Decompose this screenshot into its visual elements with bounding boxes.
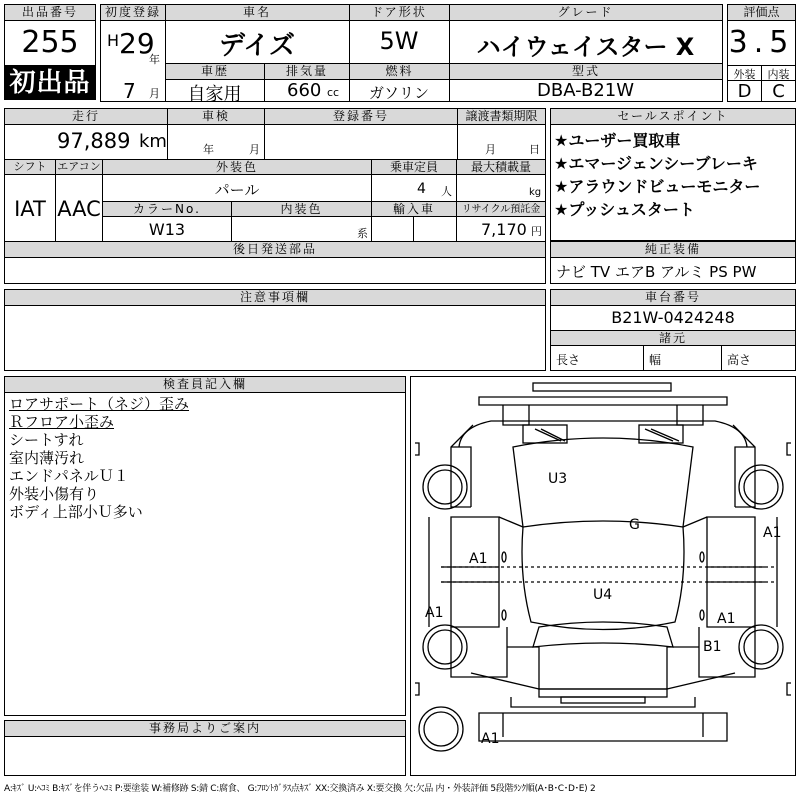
sales-point-item: ★エマージェンシーブレーキ — [554, 154, 758, 173]
lot-box — [4, 4, 96, 66]
import-label: 輸入車 — [372, 202, 456, 217]
era-prefix: H — [107, 31, 120, 50]
capacity-unit: 人 — [441, 185, 452, 198]
inspector-line: シートすれ — [9, 431, 84, 449]
color-no-label: カラーNo. — [103, 202, 231, 217]
notes-box — [4, 289, 546, 371]
displacement-unit: cc — [327, 86, 340, 99]
width-label: 幅 — [649, 353, 662, 367]
year-unit: 年 — [149, 53, 160, 66]
inspection-year-unit: 年 — [203, 143, 214, 156]
dims-label: 諸元 — [551, 331, 795, 346]
car-name-label: 車名 — [165, 5, 349, 21]
registration-label: 登録番号 — [265, 109, 457, 125]
car-outline — [411, 377, 795, 775]
car-name: デイズ — [219, 31, 295, 61]
score-label: 評価点 — [728, 5, 795, 21]
grade-label: グレード — [449, 5, 722, 21]
int-color-unit: 系 — [357, 227, 368, 240]
first-reg-label: 初度登録 — [101, 5, 165, 21]
equipment-label: 純正装備 — [551, 242, 795, 258]
recycle-unit: 円 — [531, 225, 542, 238]
length-label: 長さ — [556, 353, 581, 367]
office-label: 事務局よりご案内 — [5, 721, 405, 737]
vehicle-header — [100, 4, 723, 105]
mileage-label: 走行 — [5, 109, 167, 125]
mileage-value: 97,889 — [57, 129, 131, 153]
mileage-unit: km — [139, 131, 167, 152]
ac-value: AAC — [57, 197, 101, 221]
color-no-value: W13 — [148, 220, 186, 239]
sales-point-item: ★プッシュスタート — [554, 200, 695, 219]
inspector-line: 室内薄汚れ — [9, 449, 85, 467]
max-load-label: 最大積載量 — [457, 160, 545, 175]
sales-point-item: ★ユーザー買取車 — [554, 131, 681, 150]
door-label: ドア形状 — [349, 5, 449, 21]
inspector-line: Ｒフロア小歪み — [9, 413, 115, 431]
inspector-line: 外装小傷有り — [9, 485, 100, 503]
inspector-line: ロアサポート（ネジ）歪み — [9, 395, 190, 413]
fuel-label: 燃料 — [350, 64, 449, 80]
damage-mark-a1: A1 — [717, 611, 736, 627]
ac-label: エアコン — [57, 160, 101, 173]
damage-mark-a1: A1 — [481, 731, 500, 747]
inspection-month-unit: 月 — [249, 143, 260, 156]
transfer-month-unit: 月 — [485, 143, 496, 156]
vehicle-details — [4, 108, 546, 284]
model-value: DBA-B21W — [536, 80, 635, 101]
score-value: 3.5 — [728, 25, 795, 60]
capacity-value: 4 — [417, 181, 426, 197]
recycle-value: 7,170 — [481, 220, 527, 239]
interior-value: C — [772, 81, 785, 102]
height-label: 高さ — [727, 353, 752, 367]
history-value: 自家用 — [187, 84, 242, 105]
equipment-value: ナビ TV エアB アルミ PS PW — [556, 263, 757, 281]
first-reg-year: 29 — [119, 27, 155, 60]
score-box — [727, 4, 796, 102]
notes-label: 注意事項欄 — [5, 290, 545, 306]
displacement-label: 排気量 — [265, 64, 349, 80]
max-load-unit: kg — [529, 187, 542, 198]
lot-value: 255 — [21, 25, 79, 60]
history-label: 車歴 — [166, 64, 264, 80]
recycle-label: リサイクル預託金 — [457, 202, 545, 217]
door-value: 5W — [379, 27, 419, 55]
chassis-label: 車台番号 — [551, 290, 795, 306]
interior-label: 内装 — [767, 68, 790, 81]
equipment-box — [550, 241, 796, 284]
damage-mark-g: G — [629, 517, 640, 533]
month-unit: 月 — [149, 87, 160, 100]
exterior-label: 外装 — [733, 68, 756, 81]
model-label: 型式 — [450, 64, 722, 80]
damage-mark-a1: A1 — [763, 525, 782, 541]
damage-mark-a1: A1 — [425, 605, 444, 621]
int-color-label: 内装色 — [232, 202, 371, 217]
first-reg-month: 7 — [123, 79, 136, 103]
displacement-value: 660 — [287, 80, 322, 101]
car-diagram — [410, 376, 796, 776]
inspector-line: ボディ上部小Ｕ多い — [9, 503, 143, 521]
ext-color-label: 外装色 — [103, 160, 371, 175]
chassis-box — [550, 289, 796, 371]
later-parts-label: 後日発送部品 — [5, 242, 545, 258]
damage-legend: A:ｷｽﾞ U:ﾍｺﾐ B:ｷｽﾞを伴うﾍｺﾐ P:要塗装 W:補修跡 S:錆 C:腐食、 G:ﾌﾛﾝﾄｶﾞﾗｽ点ｷｽﾞ XX:交換済み X:要交換 欠:欠品 内・外装評価 5段階ﾗﾝｸ順(A･B･C･D･E) 2 — [4, 784, 596, 794]
first-listing-badge: 初出品 — [4, 66, 96, 100]
grade-value: ハイウェイスター X — [476, 33, 695, 61]
inspector-label: 検査員記入欄 — [5, 377, 405, 393]
shift-label: シフト — [5, 160, 55, 175]
damage-mark-u3: U3 — [548, 471, 568, 487]
exterior-value: D — [737, 81, 752, 102]
inspection-label: 車検 — [168, 109, 264, 125]
fuel-value: ガソリン — [368, 84, 429, 102]
shift-value: IAT — [14, 197, 46, 221]
ext-color-value: パール — [214, 181, 260, 199]
lot-label: 出品番号 — [5, 5, 95, 21]
inspector-line: エンドパネルＵ１ — [9, 467, 129, 485]
transfer-day-unit: 日 — [529, 143, 540, 156]
damage-mark-u4: U4 — [593, 587, 613, 603]
sales-point-item: ★アラウンドビューモニター — [554, 177, 761, 196]
damage-mark-a1: A1 — [469, 551, 488, 567]
damage-mark-b1: B1 — [703, 639, 722, 655]
sales-points-label: セールスポイント — [551, 109, 795, 125]
chassis-value: B21W-0424248 — [611, 308, 735, 327]
office-box — [4, 720, 406, 776]
capacity-label: 乗車定員 — [372, 160, 456, 175]
transfer-deadline-label: 譲渡書類期限 — [458, 109, 545, 125]
